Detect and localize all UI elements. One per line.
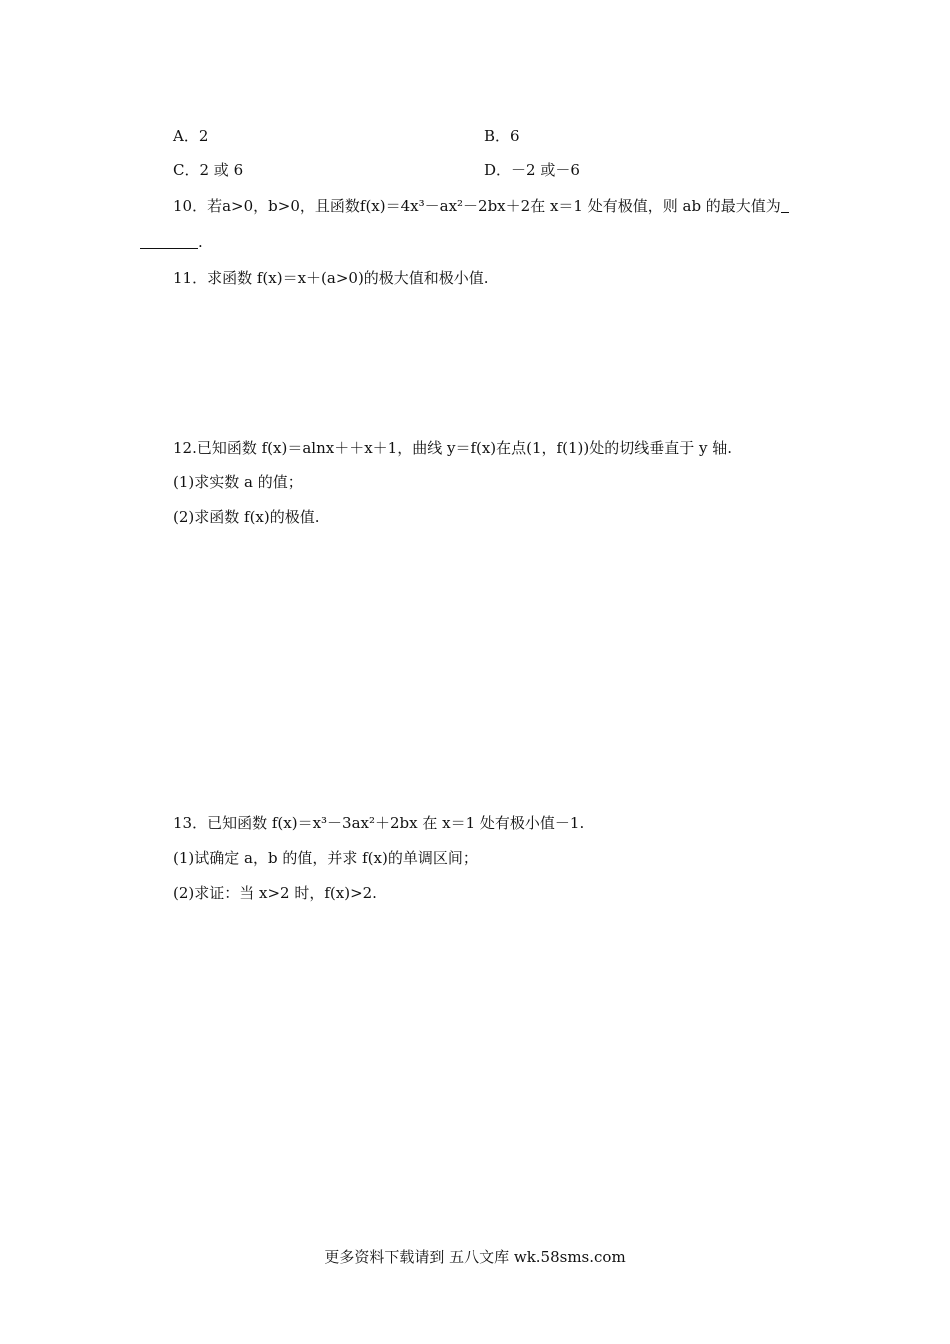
question-number: 11． [173, 269, 208, 287]
option-label: D． [484, 161, 512, 179]
question-text: 求函数 f(x)＝x＋(a>0)的极大值和极小值. [207, 269, 489, 287]
option-text: 2 [198, 127, 209, 145]
question-10 [173, 196, 789, 216]
option-text: 2 或 6 [199, 161, 244, 179]
function-expression: f(x)＝4x³－ax²－2bx＋2 [359, 197, 531, 215]
question-13-part-2: (2)求证：当 x>2 时，f(x)>2. [173, 884, 377, 902]
question-condition: a>0，b>0，且函数 [222, 197, 360, 215]
option-d [484, 160, 580, 180]
question-13-stem: 13．已知函数 f(x)＝x³－3ax²＋2bx 在 x＝1 处有极小值－1. [173, 814, 585, 832]
question-12-part-2: (2)求函数 f(x)的极值. [173, 508, 320, 526]
question-12-stem: 12.已知函数 f(x)＝alnx＋＋x＋1，曲线 y＝f(x)在点(1，f(1))处的切线垂直于 y 轴. [173, 439, 732, 457]
option-text: －2 或－6 [511, 161, 580, 179]
option-b [484, 126, 520, 146]
question-lead: 若 [207, 197, 223, 215]
option-label: A． [173, 127, 199, 145]
option-text: 6 [510, 127, 520, 145]
option-label: B． [484, 127, 511, 145]
question-number: 10． [173, 197, 208, 215]
question-10-continued [140, 232, 203, 252]
option-c [173, 160, 243, 180]
answer-blank [140, 234, 198, 249]
footer-download-note: 更多资料下载请到 五八文库 wk.58sms.com [324, 1248, 626, 1266]
option-a [173, 126, 208, 146]
question-12-part-1: (1)求实数 a 的值； [173, 473, 303, 491]
question-13-part-1: (1)试确定 a，b 的值，并求 f(x)的单调区间； [173, 849, 478, 867]
question-end: . [198, 233, 203, 251]
question-text: 在 x＝1 处有极值，则 ab 的最大值为 [530, 197, 781, 215]
option-label: C． [173, 161, 200, 179]
answer-blank-start [781, 198, 789, 213]
question-11 [173, 268, 489, 288]
